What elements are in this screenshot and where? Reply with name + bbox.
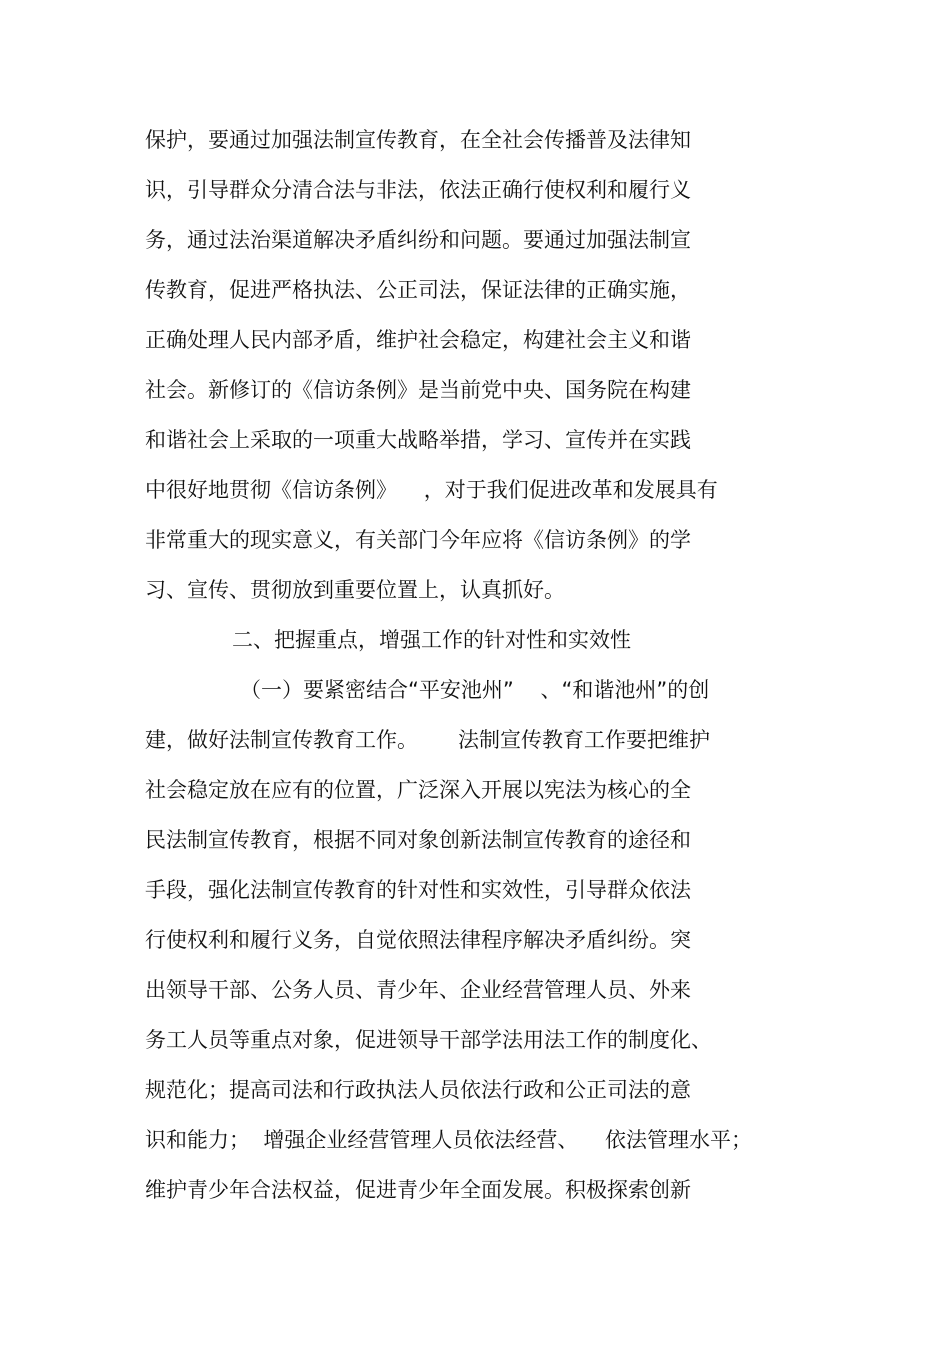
text-line-9: 非常重大的现实意义，有关部门今年应将《信访条例》的学 xyxy=(145,528,691,552)
text-line-15: 民法制宣传教育，根据不同对象创新法制宣传教育的途径和 xyxy=(145,828,691,852)
text-line-19: 务工人员等重点对象，促进领导干部学法用法工作的制度化、 xyxy=(145,1028,712,1052)
text-line-4: 传教育，促进严格执法、公正司法，保证法律的正确实施， xyxy=(145,278,691,302)
text-line-13: 建，做好法制宣传教育工作。 法制宣传教育工作要把维护 xyxy=(145,728,711,752)
text-line-17: 行使权利和履行义务，自觉依照法律程序解决矛盾纠纷。突 xyxy=(145,928,691,952)
text-line-6: 社会。新修订的《信访条例》是当前党中央、国务院在构建 xyxy=(145,378,691,402)
text-line-10: 习、宣传、贯彻放到重要位置上，认真抓好。 xyxy=(145,578,565,602)
text-line-3: 务，通过法治渠道解决矛盾纠纷和问题。要通过加强法制宣 xyxy=(145,228,691,252)
text-line-8: 中很好地贯彻《信访条例》 ，对于我们促进改革和发展具有 xyxy=(145,478,718,502)
subsection-heading: （一）要紧密结合“平安池州” 、“和谐池州”的创 xyxy=(240,678,710,702)
text-line-7: 和谐社会上采取的一项重大战略举措，学习、宣传并在实践 xyxy=(145,428,691,452)
text-line-18: 出领导干部、公务人员、青少年、企业经营管理人员、外来 xyxy=(145,978,691,1002)
text-line-16: 手段，强化法制宣传教育的针对性和实效性，引导群众依法 xyxy=(145,878,691,902)
section-heading: 二、把握重点，增强工作的针对性和实效性 xyxy=(232,628,631,652)
text-line-2: 识，引导群众分清合法与非法，依法正确行使权利和履行义 xyxy=(145,178,691,202)
text-line-21: 识和能力； 增强企业经营管理人员依法经营、 依法管理水平； xyxy=(145,1128,753,1152)
text-line-14: 社会稳定放在应有的位置，广泛深入开展以宪法为核心的全 xyxy=(145,778,691,802)
text-line-22: 维护青少年合法权益，促进青少年全面发展。积极探索创新 xyxy=(145,1178,691,1202)
text-line-1: 保护，要通过加强法制宣传教育，在全社会传播普及法律知 xyxy=(145,128,691,152)
text-line-20: 规范化；提高司法和行政执法人员依法行政和公正司法的意 xyxy=(145,1078,691,1102)
text-line-5: 正确处理人民内部矛盾，维护社会稳定，构建社会主义和谐 xyxy=(145,328,691,352)
